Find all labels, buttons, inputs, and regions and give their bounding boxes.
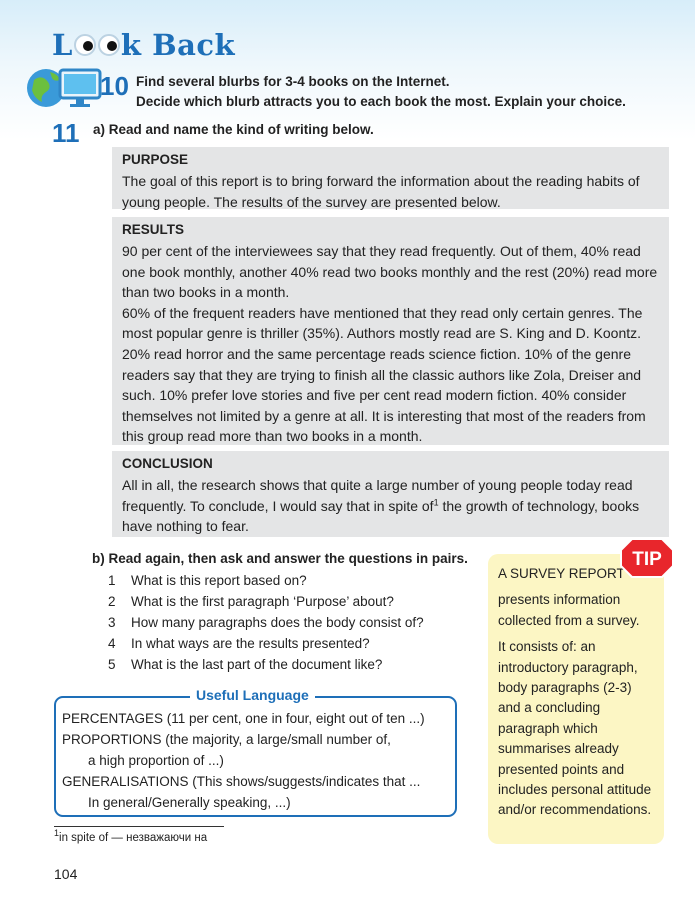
useful-language-box [54, 687, 457, 817]
title-rest: k Back [120, 28, 236, 62]
footnote-marker: 1 [433, 496, 439, 507]
purpose-section [112, 147, 669, 209]
results-section [112, 217, 669, 445]
computer-globe-icon [26, 64, 106, 110]
useful-language-line: a high proportion of ...) [88, 753, 224, 768]
exercise-10-line1: Find several blurbs for 3-4 books on the Internet. [136, 74, 450, 89]
exercise-11a-instruction: a) Read and name the kind of writing below. [93, 122, 374, 137]
useful-language-line: PERCENTAGES (11 per cent, one in four, eight out of ten ...) [62, 711, 425, 726]
results-heading: RESULTS [122, 222, 185, 237]
exercise-10-line2: Decide which blurb attracts you to each book the most. Explain your choice. [136, 94, 626, 109]
section-title [52, 28, 235, 62]
exercise-10-instructions [136, 72, 626, 112]
useful-language-title: Useful Language [190, 687, 315, 703]
tip-paragraph-1: presents information collected from a survey. [498, 592, 640, 628]
list-item: 2 What is the first paragraph ‘Purpose’ about? [108, 594, 394, 609]
list-item: 1 What is this report based on? [108, 573, 307, 588]
page-number: 104 [54, 866, 78, 882]
useful-language-line: In general/Generally speaking, ...) [88, 795, 291, 810]
list-item: 5 What is the last part of the document like? [108, 657, 383, 672]
tip-box [488, 554, 664, 844]
exercise-11b-instruction: b) Read again, then ask and answer the questions in pairs. [92, 551, 468, 566]
title-letter-l: L [52, 28, 73, 62]
purpose-heading: PURPOSE [122, 152, 189, 167]
eye-icon [98, 34, 120, 56]
purpose-text: The goal of this report is to bring forward the information about the reading habits of young people. The results of the survey are presented below. [122, 173, 640, 210]
tip-heading: A SURVEY REPORT [498, 566, 625, 581]
list-item: 3 How many paragraphs does the body consist of? [108, 615, 424, 630]
tip-badge-label: TIP [632, 549, 662, 570]
question-list [108, 570, 424, 675]
conclusion-text: All in all, the research shows that quite a large number of young people today read frequently. To conclude, I would say that in spite $of^1$ the growth of technology, books have nothing to fear. [122, 477, 640, 535]
conclusion-section [112, 451, 669, 537]
results-paragraph-1: 90 per cent of the interviewees say that they read frequently. Out of them, 40% read one book monthly, another 40% read two books monthly and the rest (20%) read more than two books in a month. [122, 243, 658, 301]
useful-language-line: PROPORTIONS (the majority, a large/small number of, [62, 732, 391, 747]
results-paragraph-2: 60% of the frequent readers have mentioned that they read only certain genres. The most popular genre is thriller (35%). Authors mostly read are S. King and D. Koontz. 20% read horror and the same percentage reads science fiction. 10% of the genre readers say that they are trying to finish all the classic authors like Zola, Dreiser and such. 10% prefer love stories and five per cent read modern fiction. 40% consider themselves not limited by a genre at all. It is interesting that most of the readers from this group read more than two books in a month. [122, 304, 646, 445]
eye-icon [74, 34, 96, 56]
conclusion-heading: CONCLUSION [122, 456, 213, 471]
exercise-11-number: 11 [52, 118, 80, 148]
list-item: 4 In what ways are the results presented? [108, 636, 370, 651]
useful-language-line: GENERALISATIONS (This shows/suggests/indicates that ... [62, 774, 421, 789]
tip-badge-icon [620, 538, 674, 578]
tip-paragraph-2: It consists of: an introductory paragraph, body paragraphs (2-3) and a concluding paragraph which summarises already presented points and includes personal attitude and/or recommendations. [498, 639, 652, 818]
footnote: $^1$in spite of — незважаючи на [54, 828, 208, 844]
exercise-10-number: 10 [100, 71, 129, 101]
footnote-divider [54, 826, 224, 827]
